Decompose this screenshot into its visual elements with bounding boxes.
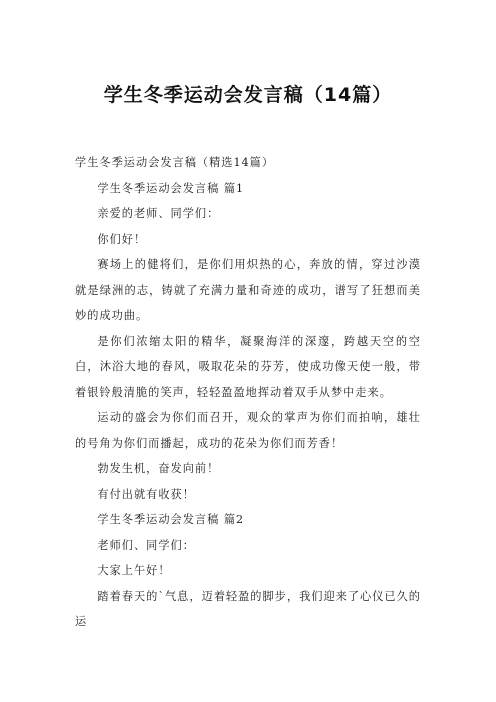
body-paragraph: 是你们浓缩太阳的精华，凝聚海洋的深邃，跨越天空的空白，沐浴大地的春风，吸取花朵的芬芳，使成功像天使一般，带着银铃般清脆的笑声，轻轻盈盈地挥动着双手从梦中走来。 [75, 334, 421, 399]
section-heading-2: 学生冬季运动会发言稿 篇2 [97, 513, 245, 526]
body-paragraph: 赛场上的健将们，是你们用炽热的心，奔放的情，穿过沙漠就是绿洲的志，铸就了充满力量和奇迹的成功，谱写了狂想而美妙的成功曲。 [75, 258, 421, 322]
body-paragraph: 运动的盛会为你们而召开，观众的掌声为你们而拍响，雄壮的号角为你们而播起，成功的花朵为你们而芳香！ [75, 411, 421, 450]
document-body [75, 150, 421, 635]
greeting-line: 大家上午好！ [97, 564, 171, 577]
document-title: 学生冬季运动会发言稿（14篇） [103, 84, 393, 106]
doc-subtitle: 学生冬季运动会发言稿（精选14篇） [75, 156, 275, 169]
greeting-line: 亲爱的老师、同学们： [97, 207, 220, 220]
greeting-line: 老师们、同学们： [97, 538, 195, 552]
body-paragraph: 踏着春天的`气息，迈着轻盈的脚步，我们迎来了心仪已久的运 [75, 589, 421, 628]
greeting-line: 你们好！ [97, 232, 147, 246]
body-paragraph: 有付出就有收获！ [97, 487, 195, 501]
body-paragraph: 勃发生机，奋发向前！ [97, 462, 220, 475]
section-heading-1: 学生冬季运动会发言稿 篇1 [97, 181, 245, 195]
